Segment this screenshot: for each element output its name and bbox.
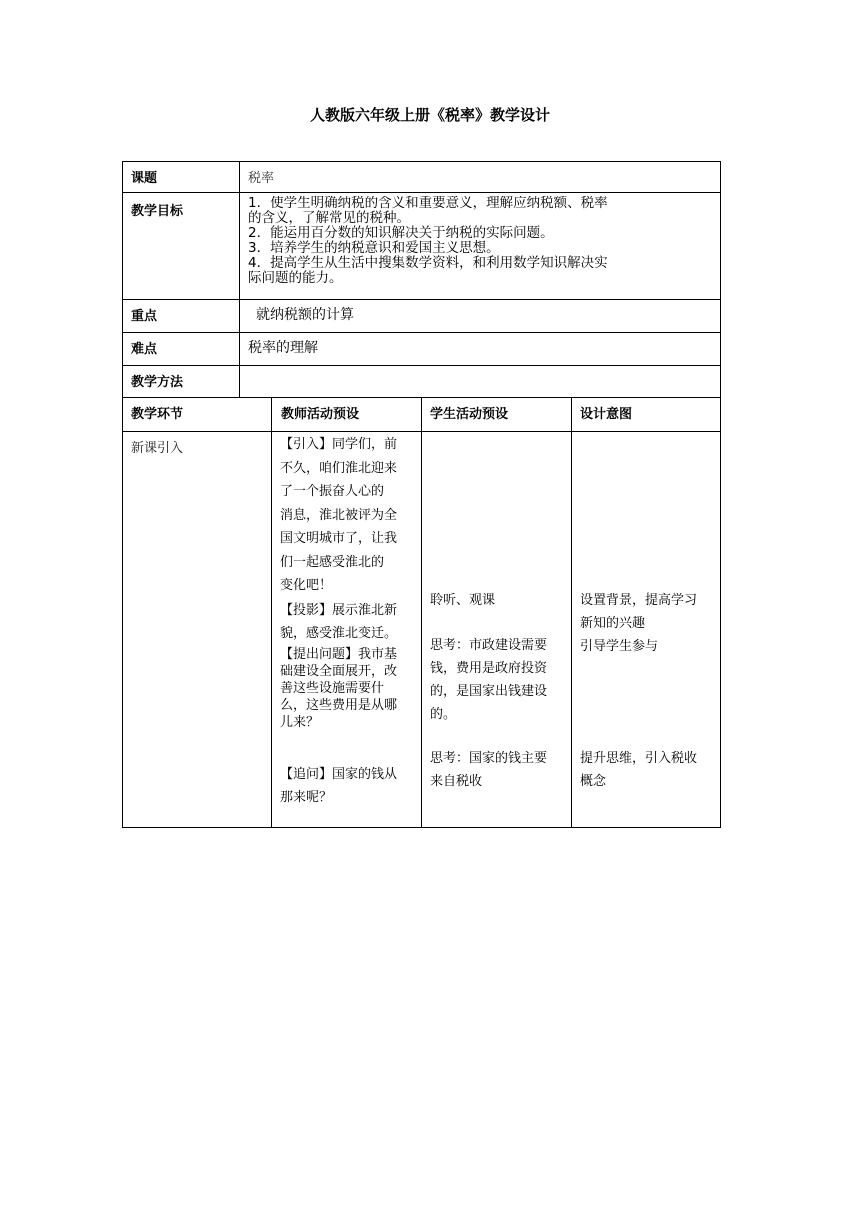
teacher-activity [280,433,420,810]
text-line: 善这些设施需要什 [280,680,385,696]
intent-part-1 [580,589,720,658]
text-line: 儿来？ [280,714,320,730]
difficulty-label: 难点 [131,342,158,357]
text-line: 来自税收 [430,774,483,789]
text-line: 了一个振奋人心的 [280,484,385,499]
text-line: 们一起感受淮北的 [280,554,385,570]
text-line: 思考：国家的钱主要 [430,751,548,766]
teacher-intro [280,433,420,598]
column-header-stage: 教学环节 [131,407,184,422]
text-line: 【引入】同学们，前 [280,437,398,452]
text-line: 【追问】国家的钱从 [280,766,398,782]
text-line: 设置背景，提高学习 [580,593,698,608]
column-header-teacher: 教师活动预设 [281,407,360,422]
goal-line: 3．培养学生的纳税意识和爱国主义思想。 [248,240,500,256]
goal-line: 2．能运用百分数的知识解决关于纳税的实际问题。 [248,225,554,241]
text-line: 不久，咱们淮北迎来 [280,460,398,476]
text-line: 思考：市政建设需要 [430,638,548,653]
text-line: 消息，淮北被评为全 [280,507,398,523]
key-point-value: 就纳税额的计算 [256,307,354,323]
text-line: 国文明城市了，让我 [280,531,398,546]
student-listen: 聆听、观课 [430,593,496,608]
text-line: 么，这些费用是从哪 [280,697,398,713]
text-line: 变化吧！ [280,578,333,593]
method-label: 教学方法 [131,375,184,390]
text-line: 【投影】展示淮北新 [280,602,398,618]
stage-name: 新课引入 [131,441,184,456]
goal-line: 际问题的能力。 [248,270,343,286]
goal-line: 4．提高学生从生活中搜集数学资料，和利用数学知识解决实 [248,255,608,271]
text-line: 引导学生参与 [580,639,659,654]
text-line: 貌，感受淮北变迁。 [280,626,398,641]
text-line: 概念 [580,774,607,789]
teacher-followup [280,763,420,810]
goals-label: 教学目标 [131,204,184,219]
text-line: 的。 [430,707,457,722]
intent-part-2 [580,747,720,793]
goal-line: 的含义，了解常见的税种。 [248,210,410,226]
key-point-label: 重点 [131,309,158,324]
teacher-question [280,646,420,731]
text-line: 提升思维，引入税收 [580,751,698,766]
column-header-intent: 设计意图 [580,407,633,422]
topic-label: 课题 [131,171,158,186]
goals-text [248,196,720,286]
teacher-projection [280,599,420,646]
difficulty-value: 税率的理解 [248,340,318,356]
text-line: 钱，费用是政府投资 [430,661,548,676]
text-line: 础建设全面展开，改 [280,663,398,679]
document-title: 人教版六年级上册《税率》教学设计 [309,106,550,124]
topic-value: 税率 [248,171,275,186]
goal-line: 1．使学生明确纳税的含义和重要意义，理解应纳税额、税率 [248,196,608,211]
text-line: 【提出问题】我市基 [280,646,398,662]
student-think-1 [430,634,570,726]
column-header-student: 学生活动预设 [430,407,509,422]
text-line: 那来呢？ [280,790,333,805]
text-line: 新知的兴趣 [580,616,646,631]
student-think-2 [430,747,570,793]
text-line: 的，是国家出钱建设 [430,684,548,699]
